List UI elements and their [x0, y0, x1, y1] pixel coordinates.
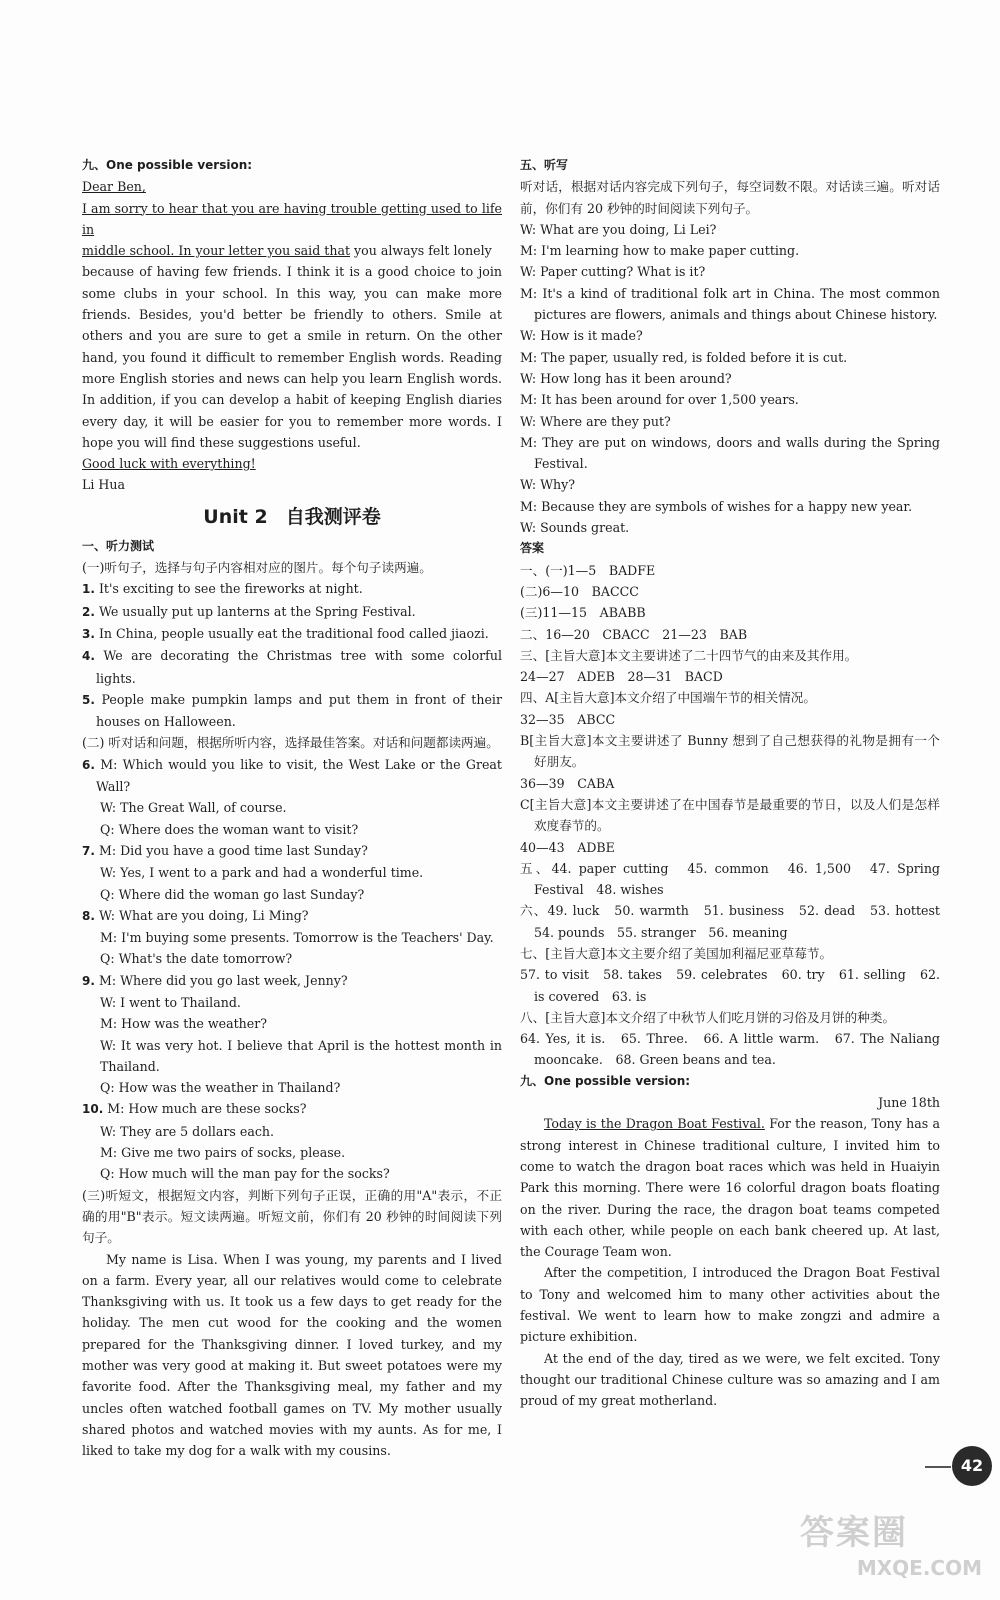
item-number: 1.: [82, 582, 95, 597]
answer-line: 57. to visit 58. takes 59. celebrates 60. try 61. selling 62. is covered 63. is: [520, 967, 940, 1004]
dialogue-line: M: The paper, usually red, is folded before it is cut.: [520, 349, 848, 365]
watermark-en: MXQE.COM: [856, 1556, 982, 1580]
list-item: [82, 927, 502, 948]
list-item: [82, 623, 502, 645]
item-text: In China, people usually eat the traditional food called jiaozi.: [98, 625, 489, 641]
item-number: 2.: [82, 604, 95, 619]
list-item: [82, 862, 502, 883]
item-text: M: I'm buying some presents. Tomorrow is the Teachers' Day.: [100, 930, 494, 946]
list-item: [82, 884, 502, 905]
answers-list: [520, 560, 953, 1071]
answer-line: 五、44. paper cutting 45. common 46. 1,500 47. Spring Festival 48. wishes: [520, 860, 940, 898]
item-text: W: They are 5 dollars each.: [100, 1123, 274, 1139]
item-text: Q: How was the weather in Thailand?: [100, 1080, 341, 1096]
answer-line: 八、[主旨大意]本文介绍了中秋节人们吃月饼的习俗及月饼的种类。: [520, 1009, 896, 1025]
item-text: We are decorating the Christmas tree with some colorful lights.: [96, 648, 502, 686]
list-item: [82, 819, 502, 840]
item-text: M: How was the weather?: [100, 1016, 268, 1032]
essay1-closing: Good luck with everything!: [82, 456, 256, 472]
list-item: [82, 1163, 502, 1184]
item-text: Q: Where did the woman go last Sunday?: [100, 886, 365, 902]
part2-instruction: (二) 听对话和问题，根据所听内容，选择最佳答案。对话和问题都读两遍。: [82, 735, 499, 751]
unit-title-cn: 自我测评卷: [285, 505, 381, 528]
item-text: W: It was very hot. I believe that April is the hottest month in Thailand.: [100, 1037, 502, 1074]
dialogue-line: W: Paper cutting? What is it?: [520, 264, 706, 280]
item-text: W: What are you doing, Li Ming?: [98, 907, 309, 923]
answer-line: 36—39 CABA: [520, 775, 615, 791]
list-item: [82, 1077, 502, 1098]
part1-instruction: (一)听句子，选择与句子内容相对应的图片。每个句子读两遍。: [82, 560, 432, 576]
list-item: [82, 1121, 502, 1142]
essay2-first-sentence: Today is the Dragon Boat Festival.: [544, 1116, 765, 1132]
list-item: [82, 840, 502, 862]
essay1-greeting: Dear Ben,: [82, 179, 146, 195]
essay2-date: June 18th: [878, 1095, 940, 1111]
dialogue-list: [520, 219, 940, 538]
dialogue-line: M: It has been around for over 1,500 years.: [520, 392, 799, 408]
dialogue-line: M: They are put on windows, doors and walls during the Spring Festival.: [520, 434, 940, 472]
answer-line: 六、49. luck 50. warmth 51. business 52. dead 53. hottest 54. pounds 55. stranger 56. meaning: [520, 903, 953, 940]
item-text: We usually put up lanterns at the Spring Festival.: [98, 603, 416, 619]
item-text: M: Which would you like to visit, the West Lake or the Great Wall?: [96, 756, 502, 795]
essay2-paragraph3: At the end of the day, tired as we were, we felt excited. Tony thought our traditional Chinese culture was so amazing and I am proud of my great motherland.: [520, 1350, 940, 1409]
answer-line: 32—35 ABCC: [520, 711, 616, 727]
item-text: M: Did you have a good time last Sunday?: [98, 842, 368, 858]
dialogue-line: M: I'm learning how to make paper cutting.: [520, 243, 800, 259]
item-text: M: Give me two pairs of socks, please.: [100, 1145, 346, 1161]
item-number: 8.: [82, 908, 95, 923]
item-text: W: I went to Thailand.: [100, 994, 241, 1010]
essay2-paragraph2: After the competition, I introduced the Dragon Boat Festival to Tony and welcomed him to many other activities about the festival. We went to learn how to make zongzi and admire a picture exhibition.: [520, 1265, 940, 1345]
part1-list: [82, 578, 502, 732]
item-number: 6.: [82, 757, 95, 772]
essay1-line2-rest: you always felt lonely: [350, 243, 492, 259]
answer-line: 一、(一)1—5 BADFE: [520, 562, 656, 578]
part3-instruction: (三)听短文，根据短文内容，判断下列句子正误，正确的用"A"表示，不正确的用"B"表示。短文读两遍。听短文前，你们有 20 秒钟的时间阅读下列句子。: [82, 1187, 502, 1246]
item-number: 9.: [82, 973, 95, 988]
list-item: [82, 992, 502, 1013]
part2-list: [82, 754, 502, 1185]
item-text: W: The Great Wall, of course.: [100, 800, 287, 816]
dialogue-line: W: Sounds great.: [520, 520, 630, 536]
list-item: [82, 645, 502, 689]
answer-line: 64. Yes, it is. 65. Three. 66. A little warm. 67. The Naliang mooncake. 68. Green beans and tea.: [520, 1031, 940, 1068]
answer-line: (三)11—15 ABABB: [520, 605, 646, 621]
dialogue-line: W: How is it made?: [520, 328, 643, 344]
essay1-signature: Li Hua: [82, 477, 125, 493]
essay1-heading: 九、One possible version:: [82, 158, 253, 172]
item-number: 3.: [82, 626, 95, 641]
unit-title-en: Unit 2: [203, 505, 268, 528]
section5-heading: 五、听写: [520, 158, 569, 172]
essay2-paragraph1: [520, 1113, 940, 1262]
answer-line: 二、16—20 CBACC 21—23 BAB: [520, 626, 748, 642]
essay1-line2: [82, 240, 502, 261]
item-text: Q: What's the date tomorrow?: [100, 951, 293, 967]
item-text: Q: Where does the woman want to visit?: [100, 821, 359, 837]
item-text: M: Where did you go last week, Jenny?: [98, 972, 348, 988]
dialogue-line: W: What are you doing, Li Lei?: [520, 221, 717, 237]
essay2-heading: 九、One possible version:: [520, 1073, 691, 1088]
list-item: [82, 689, 502, 733]
answer-line: 三、[主旨大意]本文主要讲述了二十四节气的由来及其作用。: [520, 647, 858, 663]
answer-line: (二)6—10 BACCC: [520, 583, 639, 599]
answer-line: 40—43 ADBE: [520, 839, 615, 855]
right-column: [520, 155, 953, 1412]
list-item: [82, 1035, 502, 1078]
section5-instruction: 听对话，根据对话内容完成下列句子，每空词数不限。对话读三遍。听对话前，你们有 20 秒钟的时间阅读下列句子。: [520, 179, 940, 216]
answer-line: C[主旨大意]本文主要讲述了在中国春节是最重要的节日，以及人们是怎样欢度春节的。: [520, 796, 940, 834]
item-text: M: How much are these socks?: [107, 1101, 307, 1117]
list-item: [82, 797, 502, 818]
answer-line: 24—27 ADEB 28—31 BACD: [520, 669, 723, 685]
watermark-logo: [800, 1510, 990, 1590]
list-item: [82, 754, 502, 798]
item-text: W: Yes, I went to a park and had a wonderful time.: [100, 865, 424, 881]
list-item: [82, 1013, 502, 1034]
item-number: 5.: [82, 692, 95, 707]
dialogue-line: M: It's a kind of traditional folk art in China. The most common pictures are flowers, animals and things about Chinese history.: [520, 285, 940, 323]
list-item: [82, 1098, 502, 1120]
list-item: [82, 1142, 502, 1163]
unit-title: [82, 500, 502, 534]
left-column: [82, 155, 502, 1462]
essay1-line1: I am sorry to hear that you are having trouble getting used to life in: [82, 200, 502, 237]
answer-line: 七、[主旨大意]本文主要介绍了美国加利福尼亚草莓节。: [520, 945, 833, 961]
list-item: [82, 970, 502, 992]
item-number: 10.: [82, 1102, 104, 1117]
essay1-body: because of having few friends. I think it is a good choice to join some clubs in your school. In this way, you can make more friends. Besides, you'd better be friendly to others. Smile at others and you are sure to get a smile in return. On the other hand, you found it difficult to remember English words. Reading more English stories and news can help you learn English words. In addition, if you can develop a habit of keeping English diaries every day, it will be easier for you to remember more words. I hope you will find these suggestions useful.: [82, 264, 502, 450]
list-item: [82, 601, 502, 623]
item-number: 4.: [82, 649, 95, 664]
answer-line: B[主旨大意]本文主要讲述了 Bunny 想到了自己想获得的礼物是拥有一个好朋友。: [520, 733, 940, 770]
dialogue-line: M: Because they are symbols of wishes for a happy new year.: [520, 498, 913, 514]
page-number: 42: [952, 1446, 992, 1486]
item-text: It's exciting to see the fireworks at night.: [98, 581, 363, 597]
dialogue-line: W: How long has it been around?: [520, 370, 732, 386]
dialogue-line: W: Why?: [520, 477, 576, 493]
section1-heading: 一、听力测试: [82, 538, 155, 553]
page-number-rule: [925, 1466, 951, 1468]
item-text: People make pumpkin lamps and put them in front of their houses on Halloween.: [96, 691, 502, 730]
essay1-line2-underlined: middle school. In your letter you said that: [82, 243, 351, 259]
item-text: Q: How much will the man pay for the socks?: [100, 1166, 390, 1182]
list-item: [82, 905, 502, 927]
answer-line: 四、A[主旨大意]本文介绍了中国端午节的相关情况。: [520, 690, 816, 706]
item-number: 7.: [82, 843, 95, 858]
answers-heading: 答案: [520, 541, 545, 556]
watermark-cn: 答案圈: [800, 1513, 908, 1553]
part3-passage: My name is Lisa. When I was young, my parents and I lived on a farm. Every year, all our relatives would come to celebrate Thanksgiving with us. It took us a few days to get ready for the holiday. The men cut wood for the cooking and the women prepared for the Thanksgiving dinner. I loved turkey, and my mother was very good at making it. But sweet potatoes were my favorite food. After the Thanksgiving meal, my father and my uncles often watched football games on TV. My mother usually shared photos and watched movies with my aunts. As for me, I liked to take my dog for a walk with my cousins.: [82, 1251, 502, 1459]
list-item: [82, 578, 502, 600]
dialogue-line: W: Where are they put?: [520, 413, 671, 429]
essay2-p1-rest: For the reason, Tony has a strong interest in Chinese traditional culture, I invited him to come to watch the dragon boat races which was held in Huaiyin Park this morning. There were 16 colorful dragon boats floating on the river. During the race, the dragon boat teams competed with each other, while people on each bank cheered up. At last, the Courage Team won.: [520, 1116, 940, 1260]
list-item: [82, 948, 502, 969]
